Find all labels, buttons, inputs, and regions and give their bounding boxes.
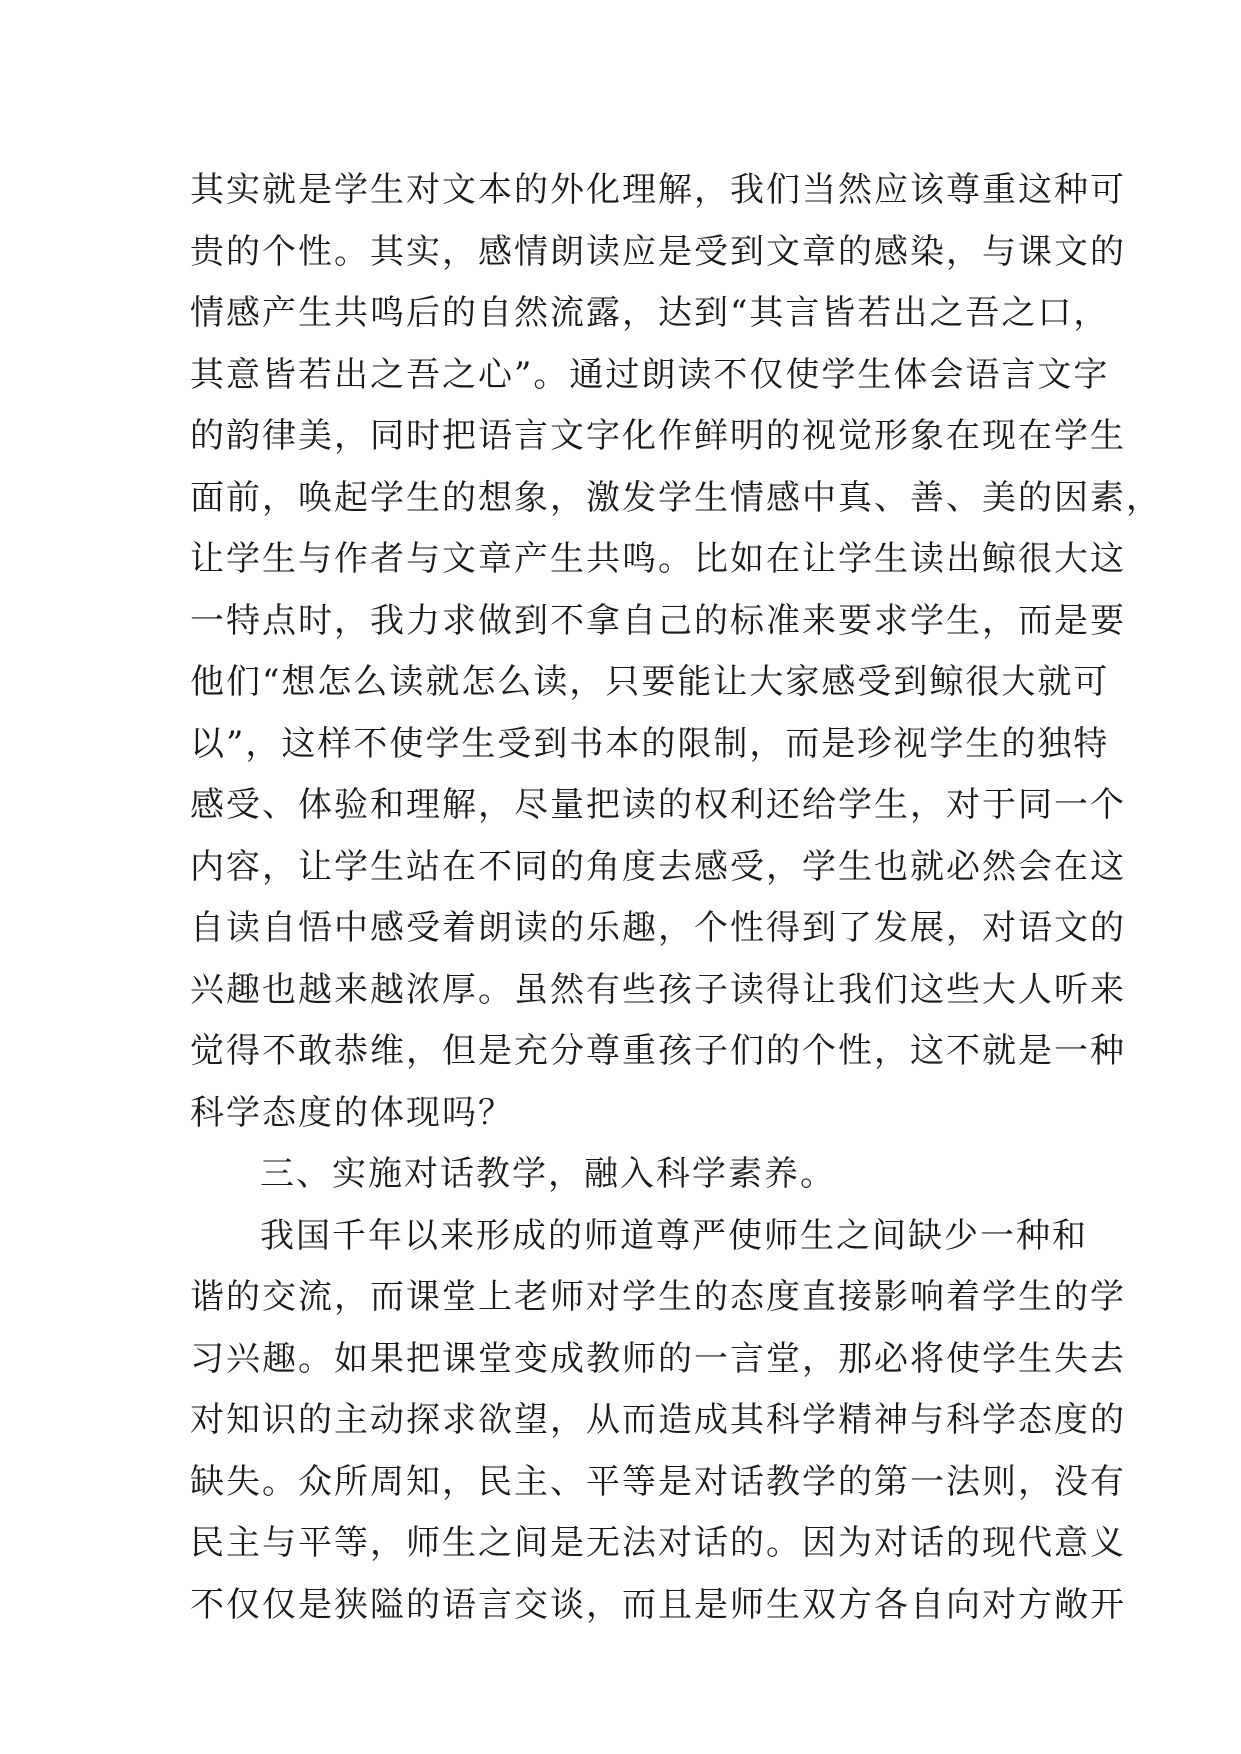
text-line: 他们“想怎么读就怎么读，只要能让大家感受到鲸很大就可	[190, 662, 1110, 702]
paragraph-first-line: 三、实施对话教学，融入科学素养。	[260, 1154, 836, 1194]
text-line: 的韵律美，同时把语言文字化作鲜明的视觉形象在现在学生	[190, 416, 1126, 456]
text-line: 以”，这样不使学生受到书本的限制，而是珍视学生的独特	[190, 723, 1110, 764]
paragraph-first-line: 我国千年以来形成的师道尊严使师生之间缺少一种和	[260, 1215, 1088, 1256]
text-line: 缺失。众所周知，民主、平等是对话教学的第一法则，没有	[190, 1461, 1126, 1502]
text-line: 民主与平等，师生之间是无法对话的。因为对话的现代意义	[190, 1523, 1126, 1563]
text-line: 贵的个性。其实，感情朗读应是受到文章的感染，与课文的	[190, 231, 1126, 272]
text-line: 一特点时，我力求做到不拿自己的标准来要求学生，而是要	[190, 600, 1126, 641]
text-line: 不仅仅是狭隘的语言交谈，而且是师生双方各自向对方敞开	[190, 1584, 1126, 1625]
text-line: 情感产生共鸣后的自然流露，达到“其言皆若出之吾之口，	[190, 293, 1110, 333]
text-line: 感受、体验和理解，尽量把读的权利还给学生，对于同一个	[190, 785, 1126, 825]
text-line: 科学态度的体现吗？	[190, 1092, 514, 1133]
text-line: 兴趣也越来越浓厚。虽然有些孩子读得让我们这些大人听来	[190, 969, 1126, 1010]
text-line: 对知识的主动探求欲望，从而造成其科学精神与科学态度的	[190, 1400, 1126, 1440]
text-line: 觉得不敢恭维，但是充分尊重孩子们的个性，这不就是一种	[190, 1031, 1126, 1071]
text-line: 自读自悟中感受着朗读的乐趣，个性得到了发展，对语文的	[190, 908, 1126, 948]
text-line: 其实就是学生对文本的外化理解，我们当然应该尊重这种可	[190, 170, 1126, 210]
text-line: 内容，让学生站在不同的角度去感受，学生也就必然会在这	[190, 846, 1126, 887]
text-line: 习兴趣。如果把课堂变成教师的一言堂，那必将使学生失去	[190, 1338, 1126, 1379]
text-line: 谐的交流，而课堂上老师对学生的态度直接影响着学生的学	[190, 1277, 1126, 1317]
body-text	[190, 160, 1162, 1636]
text-line: 其意皆若出之吾之心”。通过朗读不仅使学生体会语言文字	[190, 354, 1110, 395]
text-line: 让学生与作者与文章产生共鸣。比如在让学生读出鲸很大这	[190, 539, 1126, 579]
text-line: 面前，唤起学生的想象，激发学生情感中真、善、美的因素，	[190, 477, 1162, 518]
